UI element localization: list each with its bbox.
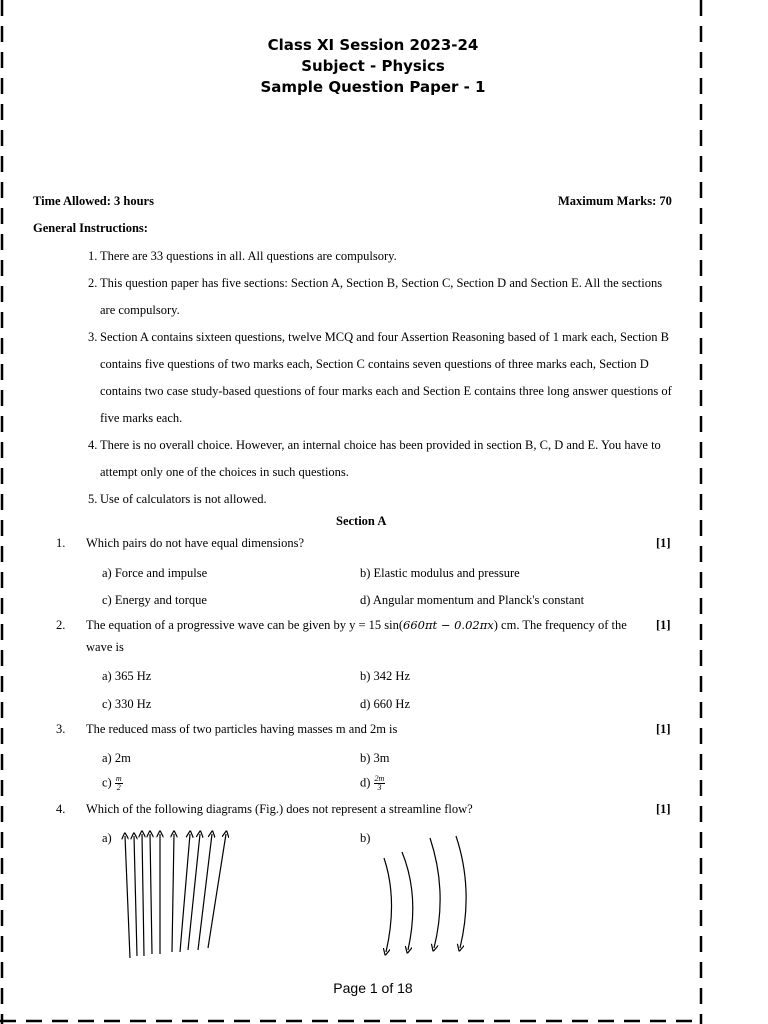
option-a: a) 2m — [102, 751, 131, 765]
instruction-item: 4. There is no overall choice. However, an internal choice has been provided in section B, C, D and E. You have to — [88, 438, 661, 452]
section-title: Section A — [336, 514, 387, 528]
instructions-title: General Instructions: — [33, 221, 148, 235]
option-d: d) Angular momentum and Planck's constant — [360, 593, 585, 607]
question-number: 1. — [56, 536, 66, 550]
question-marks: [1] — [656, 618, 671, 632]
option-b: b) — [360, 831, 371, 845]
question-marks: [1] — [656, 722, 671, 736]
question-text: The equation of a progressive wave can be given by y = 15 sin(660πt − 0.02πx) cm. The frequency of the — [86, 618, 627, 632]
question-text: Which pairs do not have equal dimensions? — [86, 536, 304, 550]
question-number: 2. — [56, 618, 66, 632]
header-class: Class XI Session 2023-24 — [267, 36, 479, 54]
question-number: 4. — [56, 802, 66, 816]
option-c: c) $\frac{m}{2}$ — [102, 774, 122, 792]
page-number: Page 1 of 18 — [333, 980, 413, 996]
diagram-a-streamlines — [118, 830, 238, 962]
option-b: b) 3m — [360, 751, 390, 765]
option-a: a) 365 Hz — [102, 669, 152, 683]
option-c: c) 330 Hz — [102, 697, 152, 711]
fraction: $\frac{m}{2}$ — [115, 774, 122, 792]
instruction-item: 1. There are 33 questions in all. All questions are compulsory. — [88, 249, 397, 263]
header-paper: Sample Question Paper - 1 — [260, 78, 486, 96]
instruction-item: 3. Section A contains sixteen questions, twelve MCQ and four Assertion Reasoning based of 1 mark each, Section B — [88, 330, 670, 344]
question-marks: [1] — [656, 802, 671, 816]
question-marks: [1] — [656, 536, 671, 550]
option-a: a) — [102, 831, 112, 845]
instruction-item: 2. This question paper has five sections: Section A, Section B, Section C, Section D and Section E. All the sections — [88, 276, 663, 290]
question-number: 3. — [56, 722, 66, 736]
option-d: d) $\frac{2m}{3}$ — [360, 774, 385, 792]
question-text-cont: wave is — [86, 640, 124, 654]
fraction: $\frac{2m}{3}$ — [374, 774, 385, 792]
question-text: The reduced mass of two particles having masses m and 2m is — [86, 722, 398, 736]
instructions-list: 1. There are 33 questions in all. All questions are compulsory. 2. This question paper has five sections: Section A, Section B, Section C, Section D and Section E. All the sections are compulsory. 3. Section A contains sixteen questions, twelve MCQ and four Assertion Reasoning based of 1 mark each, Section B contains five questions of two marks each, Section C contains seven questions of three marks each, Section D contains two case study-based questions of four marks each and Section E contains three long answer questions of five marks each. 4. There is no overall choice. However, an internal choice has been provided in section B, C, D and E. You have to attempt only one of the choices in such questions. 5. Use of calculators is not allowed. — [88, 243, 688, 513]
question-text: Which of the following diagrams (Fig.) does not represent a streamline flow? — [86, 802, 473, 816]
option-b: b) Elastic modulus and pressure — [360, 566, 520, 580]
option-c: c) Energy and torque — [102, 593, 207, 607]
header-subject: Subject - Physics — [301, 57, 445, 75]
option-a: a) Force and impulse — [102, 566, 208, 580]
option-d: d) 660 Hz — [360, 697, 410, 711]
instruction-item: 5. Use of calculators is not allowed. — [88, 492, 267, 506]
maximum-marks: Maximum Marks: 70 — [558, 194, 672, 208]
time-allowed: Time Allowed: 3 hours — [33, 194, 154, 208]
option-b: b) 342 Hz — [360, 669, 410, 683]
diagram-b-streamlines — [372, 830, 482, 960]
